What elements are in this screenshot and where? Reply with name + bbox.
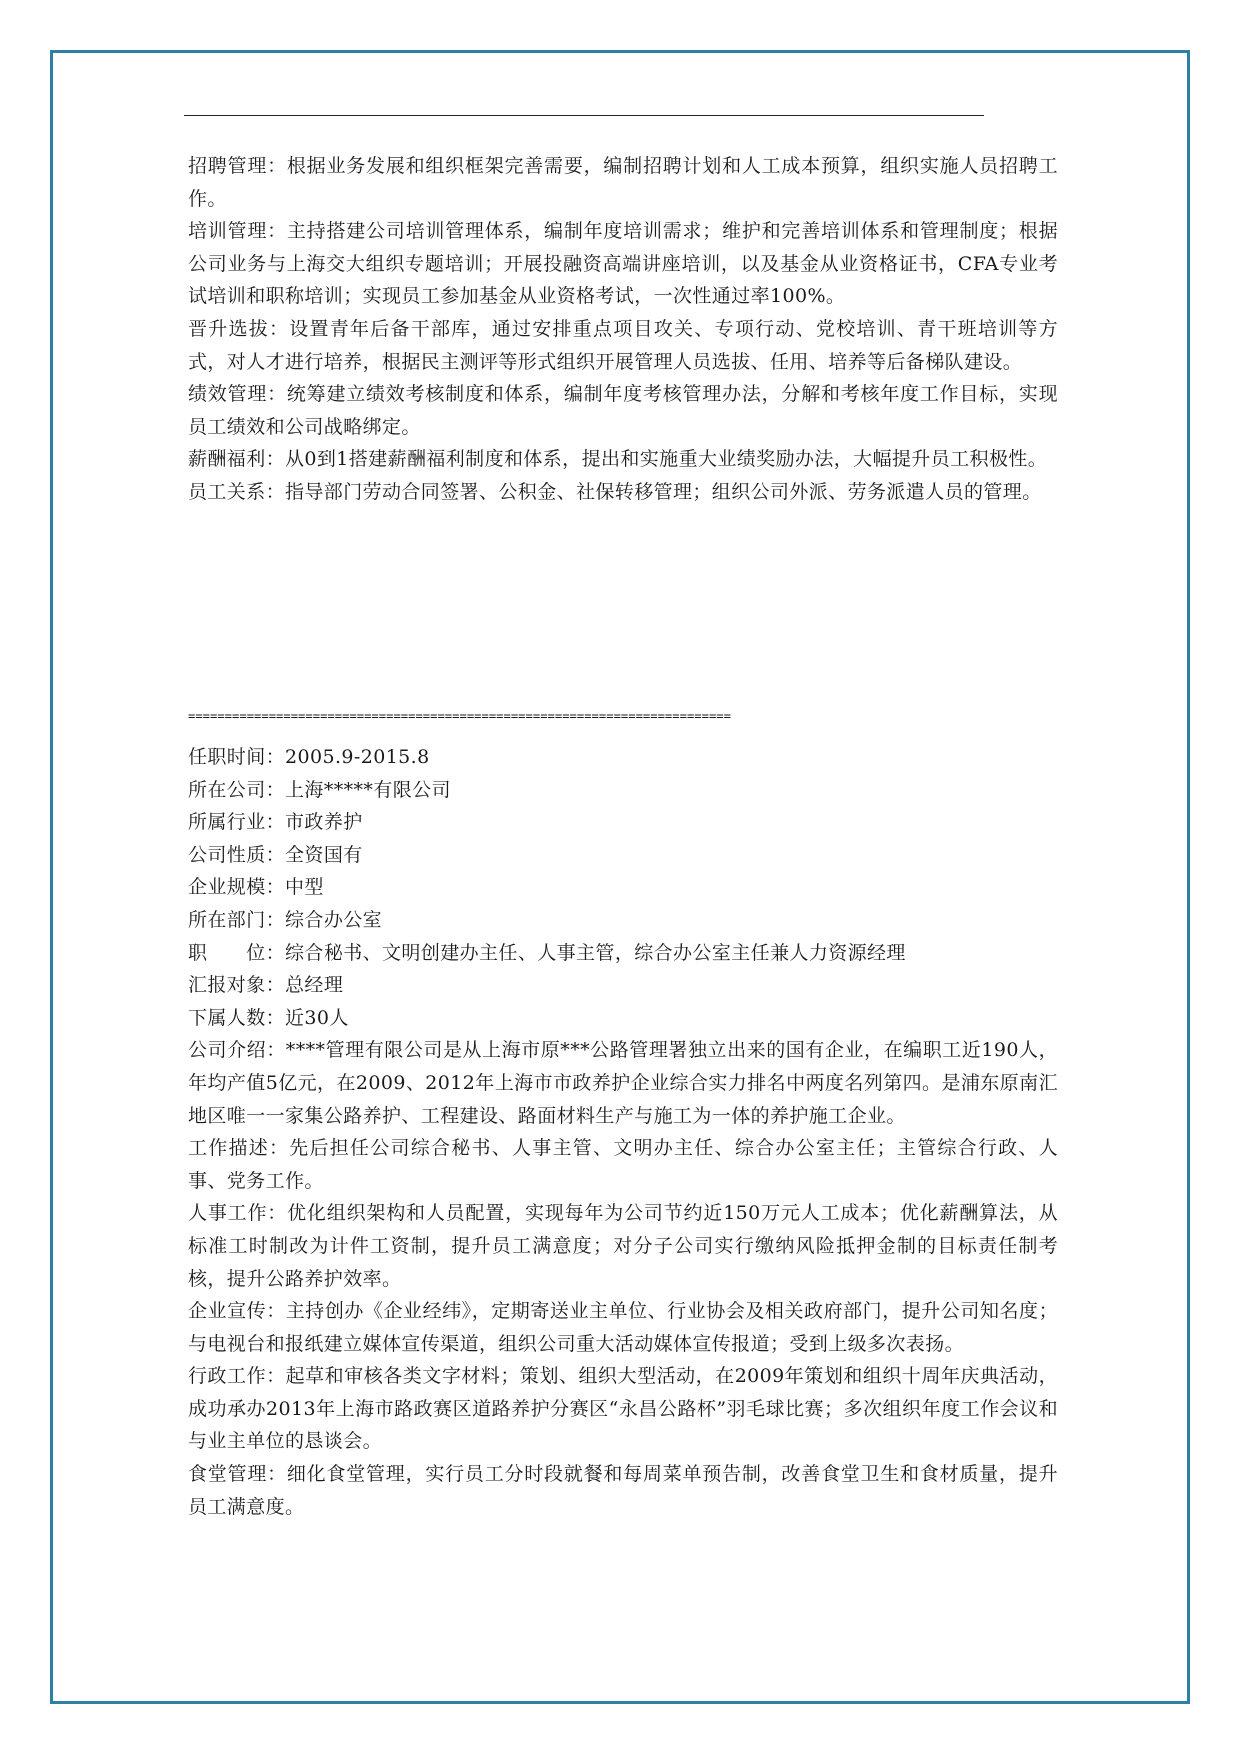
top-rule xyxy=(184,115,984,116)
field-value: 市政养护 xyxy=(285,811,363,834)
responsibilities-section xyxy=(188,150,1058,509)
field-department xyxy=(188,904,1058,937)
paragraph-performance: 绩效管理：统筹建立绩效考核制度和体系，编制年度考核管理办法，分解和考核年度工作目标，实现员工绩效和公司战略绑定。 xyxy=(188,383,1058,438)
field-label: 汇报对象： xyxy=(188,974,286,997)
paragraph-training: 培训管理：主持搭建公司培训管理体系，编制年度培训需求；维护和完善培训体系和管理制度；根据公司业务与上海交大组织专题培训；开展投融资高端讲座培训，以及基金从业资格证书，CFA专业考试培训和职称培训；实现员工参加基金从业资格考试，一次性通过率100%。 xyxy=(188,220,1058,308)
field-label: 所在公司： xyxy=(188,778,286,801)
paragraph-job-description: 工作描述：先后担任公司综合秘书、人事主管、文明办主任、综合办公室主任；主管综合行政、人事、党务工作。 xyxy=(188,1137,1058,1192)
field-value: 2005.9-2015.8 xyxy=(285,746,430,768)
field-value: 全资国有 xyxy=(285,843,363,866)
field-label: 职 位： xyxy=(188,941,286,964)
field-tenure xyxy=(188,741,1058,774)
field-industry xyxy=(188,806,1058,839)
field-position xyxy=(188,937,1058,970)
field-value: 综合秘书、文明创建办主任、人事主管，综合办公室主任兼人力资源经理 xyxy=(285,941,906,964)
field-label: 所在部门： xyxy=(188,908,286,931)
paragraph-recruitment: 招聘管理：根据业务发展和组织框架完善需要，编制招聘计划和人工成本预算，组织实施人员招聘工作。 xyxy=(188,155,1058,210)
field-company-size xyxy=(188,871,1058,904)
field-company xyxy=(188,774,1058,807)
paragraph-compensation: 薪酬福利：从0到1搭建薪酬福利制度和体系，提出和实施重大业绩奖励办法，大幅提升员工积极性。 xyxy=(188,448,1048,471)
field-subordinates xyxy=(188,1002,1058,1035)
field-label: 公司性质： xyxy=(188,843,286,866)
field-value: 总经理 xyxy=(285,974,344,997)
paragraph-canteen: 食堂管理：细化食堂管理，实行员工分时段就餐和每周菜单预告制，改善食堂卫生和食材质量，提升员工满意度。 xyxy=(188,1463,1058,1518)
field-reports-to xyxy=(188,969,1058,1002)
field-value: 综合办公室 xyxy=(285,908,383,931)
field-label: 任职时间： xyxy=(188,746,286,768)
field-value: 中型 xyxy=(285,876,324,899)
paragraph-hr-work: 人事工作：优化组织架构和人员配置，实现每年为公司节约近150万元人工成本；优化薪酬算法，从标准工时制改为计件工资制，提升员工满意度；对分子公司实行缴纳风险抵押金制的目标责任制考核，提升公路养护效率。 xyxy=(188,1202,1058,1290)
paragraph-admin-work: 行政工作：起草和审核各类文字材料；策划、组织大型活动，在2009年策划和组织十周年庆典活动，成功承办2013年上海市路政赛区道路养护分赛区“永昌公路杯”羽毛球比赛；多次组织年度工作会议和与业主单位的恳谈会。 xyxy=(188,1365,1058,1453)
paragraph-employee-relations: 员工关系：指导部门劳动合同签署、公积金、社保转移管理；组织公司外派、劳务派遣人员的管理。 xyxy=(188,480,1042,503)
paragraph-promotion: 晋升选拔：设置青年后备干部库，通过安排重点项目攻关、专项行动、党校培训、青干班培训等方式，对人才进行培养，根据民主测评等形式组织开展管理人员选拔、任用、培养等后备梯队建设。 xyxy=(188,317,1058,373)
field-label: 下属人数： xyxy=(188,1006,286,1029)
paragraph-publicity: 企业宣传：主持创办《企业经纬》，定期寄送业主单位、行业协会及相关政府部门，提升公司知名度；与电视台和报纸建立媒体宣传渠道，组织公司重大活动媒体宣传报道；受到上级多次表扬。 xyxy=(188,1300,1058,1355)
field-value: 近30人 xyxy=(285,1006,349,1029)
field-label: 所属行业： xyxy=(188,811,286,834)
job-entry xyxy=(188,741,1058,1523)
paragraph-company-intro: 公司介绍：****管理有限公司是从上海市原***公路管理署独立出来的国有企业，在编职工近190人，年均产值5亿元，在2009、2012年上海市市政养护企业综合实力排名中两度名列第四。是浦东原南汇地区唯一一家集公路养护、工程建设、路面材料生产与施工为一体的养护施工企业。 xyxy=(188,1039,1058,1127)
section-separator: ========================================================================== xyxy=(188,709,731,723)
field-value: 上海*****有限公司 xyxy=(285,778,451,801)
field-company-type xyxy=(188,839,1058,872)
field-label: 企业规模： xyxy=(188,876,286,899)
